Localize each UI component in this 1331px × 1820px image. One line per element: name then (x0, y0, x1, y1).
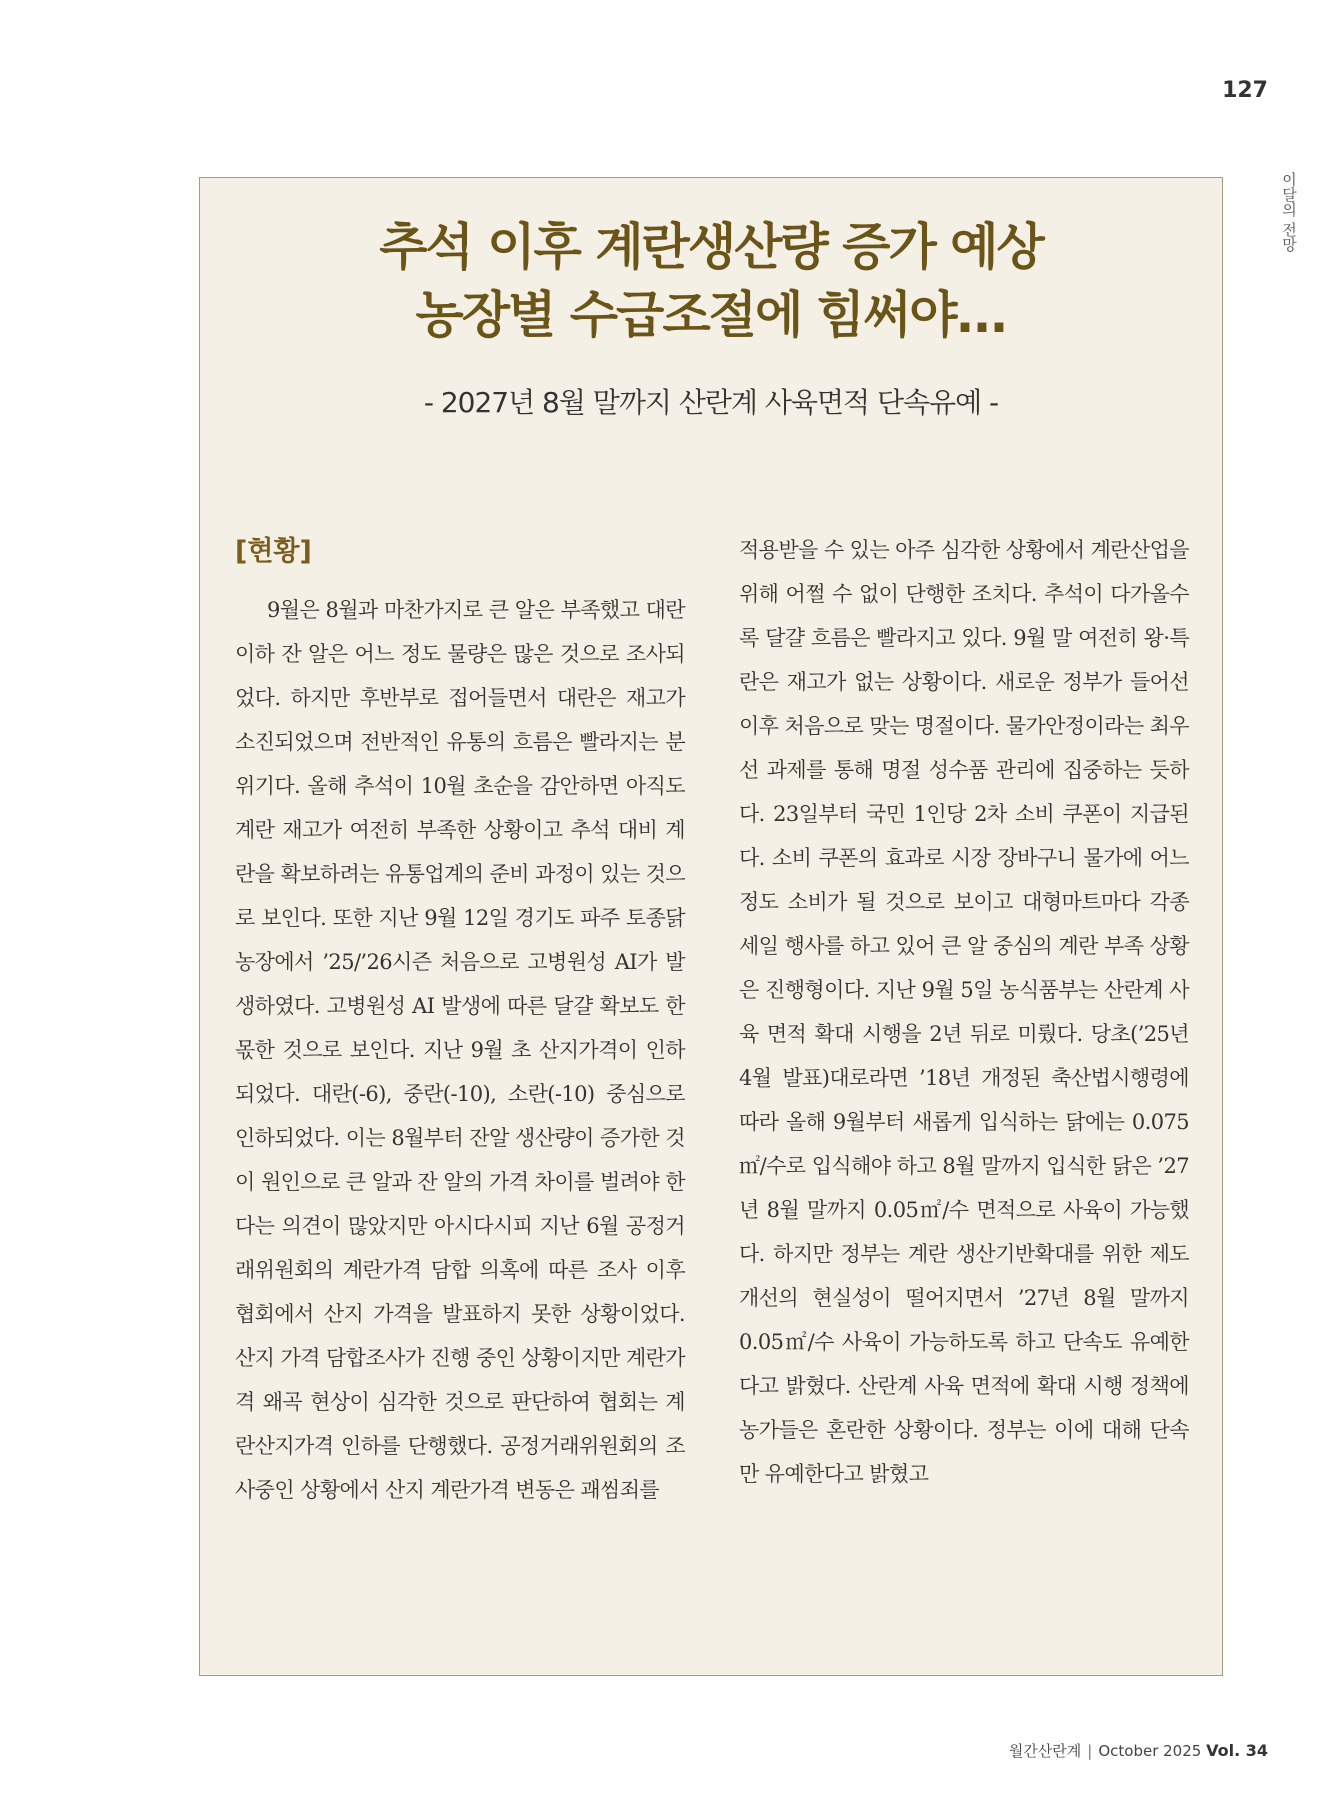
footer-separator: | (1087, 1742, 1093, 1760)
left-body-text: 9월은 8월과 마찬가지로 큰 알은 부족했고 대란 이하 잔 알은 어느 정도 물량은 많은 것으로 조사되었다. 하지만 후반부로 접어들면서 대란은 재고가 소진되었으며 전반적인 유통의 흐름은 빨라지는 분위기다. 올해 추석이 10월 초순을 감안하면 아직도 계란 재고가 여전히 부족한 상황이고 추석 대비 계란을 확보하려는 유통업계의 준비 과정이 있는 것으로 보인다. 또한 지난 9월 12일 경기도 파주 토종닭농장에서 ’25/’26시즌 처음으로 고병원성 AI가 발생하였다. 고병원성 AI 발생에 따른 달걀 확보도 한몫한 것으로 보인다. 지난 9월 초 산지가격이 인하되었다. 대란(-6), 중란(-10), 소란(-10) 중심으로 인하되었다. 이는 8월부터 잔알 생산량이 증가한 것이 원인으로 큰 알과 잔 알의 가격 차이를 벌려야 한다는 의견이 많았지만 아시다시피 지난 6월 공정거래위원회의 계란가격 담합 의혹에 따른 조사 이후 협회에서 산지 가격을 발표하지 못한 상황이었다. 산지 가격 담합조사가 진행 중인 상황이지만 계란가격 왜곡 현상이 심각한 것으로 판단하여 협회는 계란산지가격 인하를 단행했다. 공정거래위원회의 조사중인 상황에서 산지 계란가격 변동은 괘씸죄를 (235, 598, 685, 1502)
right-column (739, 528, 1189, 1496)
article-subtitle: - 2027년 8월 말까지 산란계 사육면적 단속유예 - (423, 386, 999, 419)
article-title-line-1: 추석 이후 계란생산량 증가 예상 (379, 218, 1043, 276)
section-side-tab-label: 이달의 전망 (1280, 172, 1298, 252)
article-title (200, 213, 1222, 349)
page-number: 127 (1222, 78, 1268, 103)
left-column (235, 532, 685, 1512)
page-footer (900, 1740, 1268, 1761)
article-title-line-2: 농장별 수급조절에 힘써야... (415, 286, 1007, 344)
footer-magazine-name: 월간산란계 (1008, 1742, 1082, 1760)
article-box (199, 177, 1223, 1676)
section-side-tab (1276, 172, 1302, 256)
footer-issue: October 2025 (1098, 1742, 1202, 1760)
right-body-text: 적용받을 수 있는 아주 심각한 상황에서 계란산업을 위해 어쩔 수 없이 단행한 조치다. 추석이 다가올수록 달걀 흐름은 빨라지고 있다. 9월 말 여전히 왕·특란은 재고가 없는 상황이다. 새로운 정부가 들어선 이후 처음으로 맞는 명절이다. 물가안정이라는 최우선 과제를 통해 명절 성수품 관리에 집중하는 듯하다. 23일부터 국민 1인당 2차 소비 쿠폰이 지급된다. 소비 쿠폰의 효과로 시장 장바구니 물가에 어느 정도 소비가 될 것으로 보이고 대형마트마다 각종 세일 행사를 하고 있어 큰 알 중심의 계란 부족 상황은 진행형이다. 지난 9월 5일 농식품부는 산란계 사육 면적 확대 시행을 2년 뒤로 미뤘다. 당초(’25년 4월 발표)대로라면 ’18년 개정된 축산법시행령에 따라 올해 9월부터 새롭게 입식하는 닭에는 0.075㎡/수로 입식해야 하고 8월 말까지 입식한 닭은 ’27년 8월 말까지 0.05㎡/수 면적으로 사육이 가능했다. 하지만 정부는 계란 생산기반확대를 위한 제도개선의 현실성이 떨어지면서 ’27년 8월 말까지 0.05㎡/수 사육이 가능하도록 하고 단속도 유예한다고 밝혔다. 산란계 사육 면적에 확대 시행 정책에 농가들은 혼란한 상황이다. 정부는 이에 대해 단속만 유예한다고 밝혔고 (739, 538, 1189, 1486)
footer-volume: Vol. 34 (1206, 1741, 1268, 1760)
section-heading: [현황] (235, 536, 312, 567)
